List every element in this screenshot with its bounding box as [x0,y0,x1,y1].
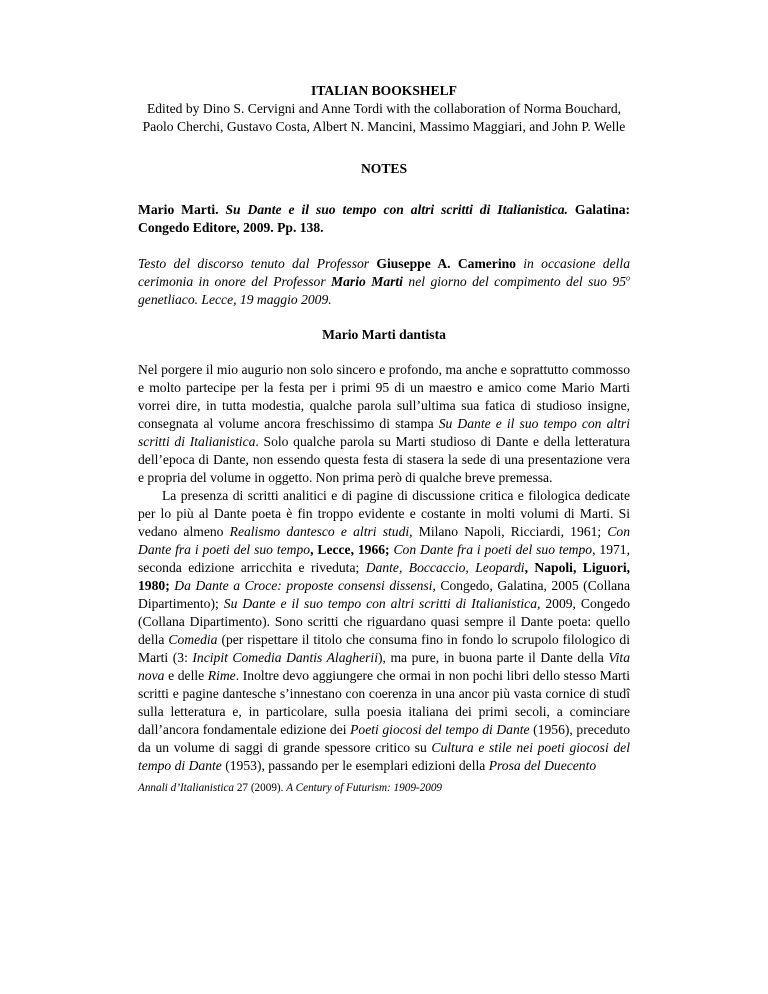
paragraph-text: e delle [164,668,208,683]
speaker-name: Giuseppe A. Camerino [376,256,516,271]
book-title: Incipit Comedia Dantis Alagherii [192,650,378,665]
book-title: Rime [207,668,236,683]
paragraph-text: , Lecce, 1966; [310,542,394,557]
book-title: Prosa del Duecento [488,758,597,773]
paragraph-text: (per rispettare il titolo che consuma fino in fondo lo scrupolo filologico di Marti (3: [138,632,630,665]
book-title: Da Dante a Croce: proposte consensi dissensi [174,578,433,593]
bookshelf-title: ITALIAN BOOKSHELF [311,83,457,98]
paragraph-text: ), ma pure, in buona parte il Dante della [377,650,609,665]
paragraph-text: . Solo qualche parola su Marti studioso di Dante e della letteratura dell’epoca di Dante, non essendo questa festa di stasera la sede di una presentazione vera e propria del volume in oggetto. Non prima però di qualche breve premessa. [138,434,630,485]
editors-line: Edited by Dino S. Cervigni and Anne Tordi with the collaboration of Norma Bouchard, Paolo Cherchi, Gustavo Costa, Albert N. Mancini, Massimo Maggiari, and John P. Welle [142,101,626,134]
review-book-title: Su Dante e il suo tempo con altri scritti di Italianistica. [225,202,568,217]
paragraph-text: . Inoltre devo aggiungere che ormai in non pochi libri dello stesso Marti scritti e pagine dantesche s’innestano con coerenza in una ancor più vasta cornice di studî sulla letteratura e, in particolare, sulla poesia italiana dei primi secoli, a cominciare dall’ancora fondamentale edizione dei [138,668,630,737]
paragraph-text: La presenza di scritti analitici e di pagine di discussione critica e filologica dedicate per lo più al Dante poeta è fin troppo evidente e costante in molti volumi di Marti. Si vedano almeno [138,488,630,539]
review-publication: Galatina: Congedo Editore, 2009. Pp. 138. [138,202,631,235]
speech-text: Testo del discorso tenuto dal Professor [138,256,377,271]
paragraph-text: , Congedo, Galatina, 2005 (Collana Dipartimento); [138,578,630,611]
book-title: Su Dante e il suo tempo con altri scritti di Italianistica, [223,596,541,611]
book-title: Con Dante fra i poeti del suo tempo [393,542,593,557]
paragraph-text: , 1971, seconda edizione arricchita e riveduta; [138,542,630,575]
document-page [138,82,630,795]
speech-note [138,255,630,309]
paragraph-text: Nel porgere il mio augurio non solo sincero e profondo, ma anche e soprattutto commosso e molto partecipe per la festa per i primi 95 di un maestro e amico come Mario Marti vorrei dire, in tutta modestia, qualche parola sull’ultima sua fatica di studioso insigne, consegnata al volume ancora freschissimo di stampa [138,362,630,431]
journal-footer [138,781,630,795]
ordinal-sup: o [626,273,630,283]
speech-text: nel giorno del compimento del suo 95 [402,274,626,289]
paragraph-text: (1956), preceduto da un volume di saggi di grande spessore critico su [138,722,630,755]
journal-issue: A Century of Futurism: 1909-2009 [286,782,443,794]
section-title: Mario Marti dantista [322,327,446,342]
honoree-name: Mario Marti [331,274,403,289]
review-citation [138,201,630,237]
book-title: Su Dante e il suo tempo con altri scritti di Italianistica [138,416,630,449]
journal-name: Annali d’Italianistica [138,782,235,794]
book-title: Comedia [168,632,218,647]
notes-heading: NOTES [360,161,408,176]
review-author: Mario Marti. [138,202,219,217]
book-title: Vita nova [138,650,631,683]
book-title: Realismo dantesco e altri studi [229,524,410,539]
paragraph-text: 2009, Congedo (Collana Dipartimento). Sono scritti che riguardano quasi sempre il Dante poeta: quello della [138,596,630,647]
journal-volume: 27 (2009). [234,782,287,794]
book-title: Cultura e stile nei poeti giocosi del tempo di Dante [138,740,630,773]
paragraph-text: (1953), passando per le esemplari edizioni della [221,758,489,773]
paragraph-text: , Milano Napoli, Ricciardi, 1961; [409,524,608,539]
speech-text: genetliaco. Lecce, 19 maggio 2009. [138,292,332,307]
speech-text: in occasione della cerimonia in onore del Professor [138,256,630,289]
book-title: Con Dante fra i poeti del suo tempo [138,524,630,557]
book-title: Dante, Boccaccio, Leopardi [365,560,525,575]
paragraph-2 [138,487,630,775]
book-title: Poeti giocosi del tempo di Dante [350,722,530,737]
paragraph-text: , Napoli, Liguori, 1980; [138,560,630,593]
paragraph-1 [138,361,630,487]
